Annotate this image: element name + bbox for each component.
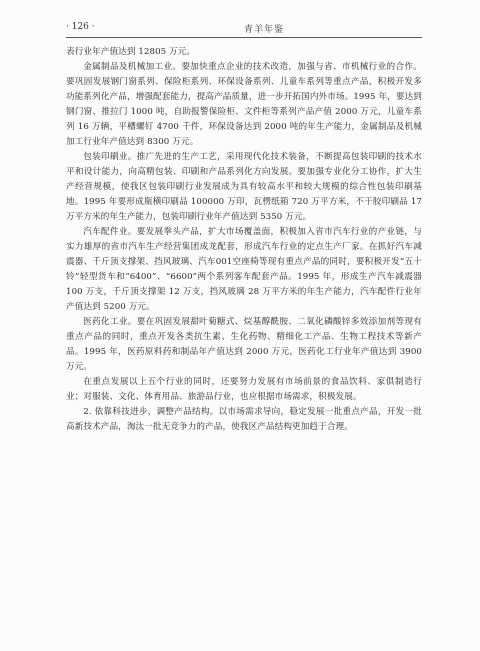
paragraph-packaging-printing: 包装印刷业。推广先进的生产工艺，采用现代化技术装备，不断提高包装印刷的技术水平和设计能力，向高精包装、印刷和产品系列化方向发展。要加强专业化分工协作，扩大生产经营规模，使我区包装印刷行业发展成为具有较高水平和较大规模的综合性包装印刷基地。1995 年要形成瓶横印刷品 100000 万印，瓦楞纸箱 720 万平方米，不干胶印刷品 17 万平方米的年生产能力，包装印刷行业年产值达到 5350 万元。: [66, 152, 422, 222]
page-number: · 126 ·: [66, 22, 95, 32]
body-text: [66, 45, 422, 435]
running-title: 青羊年鉴: [244, 25, 285, 35]
page-header: [66, 20, 422, 36]
paragraph-continued: 表行业年产值达到 12805 万元。: [66, 47, 196, 57]
header-rule: [66, 37, 422, 38]
paragraph-tech-progress: 2. 依靠科技进步，调整产品结构。以市场需求导向，稳定发展一批重点产品，开发一批高新技术产品，淘汰一批无竞争力的产品，使我区产品结构更加趋于合理。: [66, 407, 422, 432]
paragraph-metal-machinery: 金属制品及机械加工业。要加快重点企业的技术改造，加强与省、市机械行业的合作。要巩固发展钢门窗系列、保险柜系列、环保设备系列、儿童车系列等重点产品，积极开发多功能系列化产品，增强配套能力，提高产品质量，进一步开拓国内外市场。1995 年，要达到钢门窗、推拉门 1000 吨，自助报警保险柜、文件柜等系列产品产值 2000 万元，儿童车系列 16 万辆，平槽螺钉 4700 千件，环保设备达到 2000 吨的年生产能力，金属制品及机械加工行业年产值达到 8300 万元。: [66, 62, 422, 147]
paragraph-pharma-chemical: 医药化工业。要在巩固发展甜叶菊糖式、烷基醇酰胺、二氧化磷酸锌多效添加剂等现有重点产品的同时，重点开发各类抗生素、生化药物、精细化工产品、生物工程技术等新产品。1995 年，医药原料药和制品年产值达到 2000 万元，医药化工行业年产值达到 3900 万元。: [66, 317, 422, 372]
paragraph-other-industries: 在重点发展以上五个行业的同时，还要努力发展有市场前景的食品饮料、家俱制造行业；对服装、文化、体育用品、旅游品行业，也应根据市场需求，积极发展。: [66, 377, 422, 402]
paragraph-auto-parts: 汽车配件业。要发展拳头产品，扩大市场覆盖面，积极加入省市汽车行业的产业链，与实力雄厚的省市汽车生产经营集团成龙配套，形成汽车行业的定点生产厂家。在抓好汽车减震器、千斤顶支撑架、挡风玻璃、汽车001空座椅等现有重点产品的同时，要积极开发“五十铃”轻型货车和“6400”、“6600”两个系列客车配套产品。1995 年，形成生产汽车减震器 100 万支，千斤顶支撑架 12 万支，挡风玻璃 28 万平方米的年生产能力，汽车配件行业年产值达到 5200 万元。: [66, 227, 422, 312]
